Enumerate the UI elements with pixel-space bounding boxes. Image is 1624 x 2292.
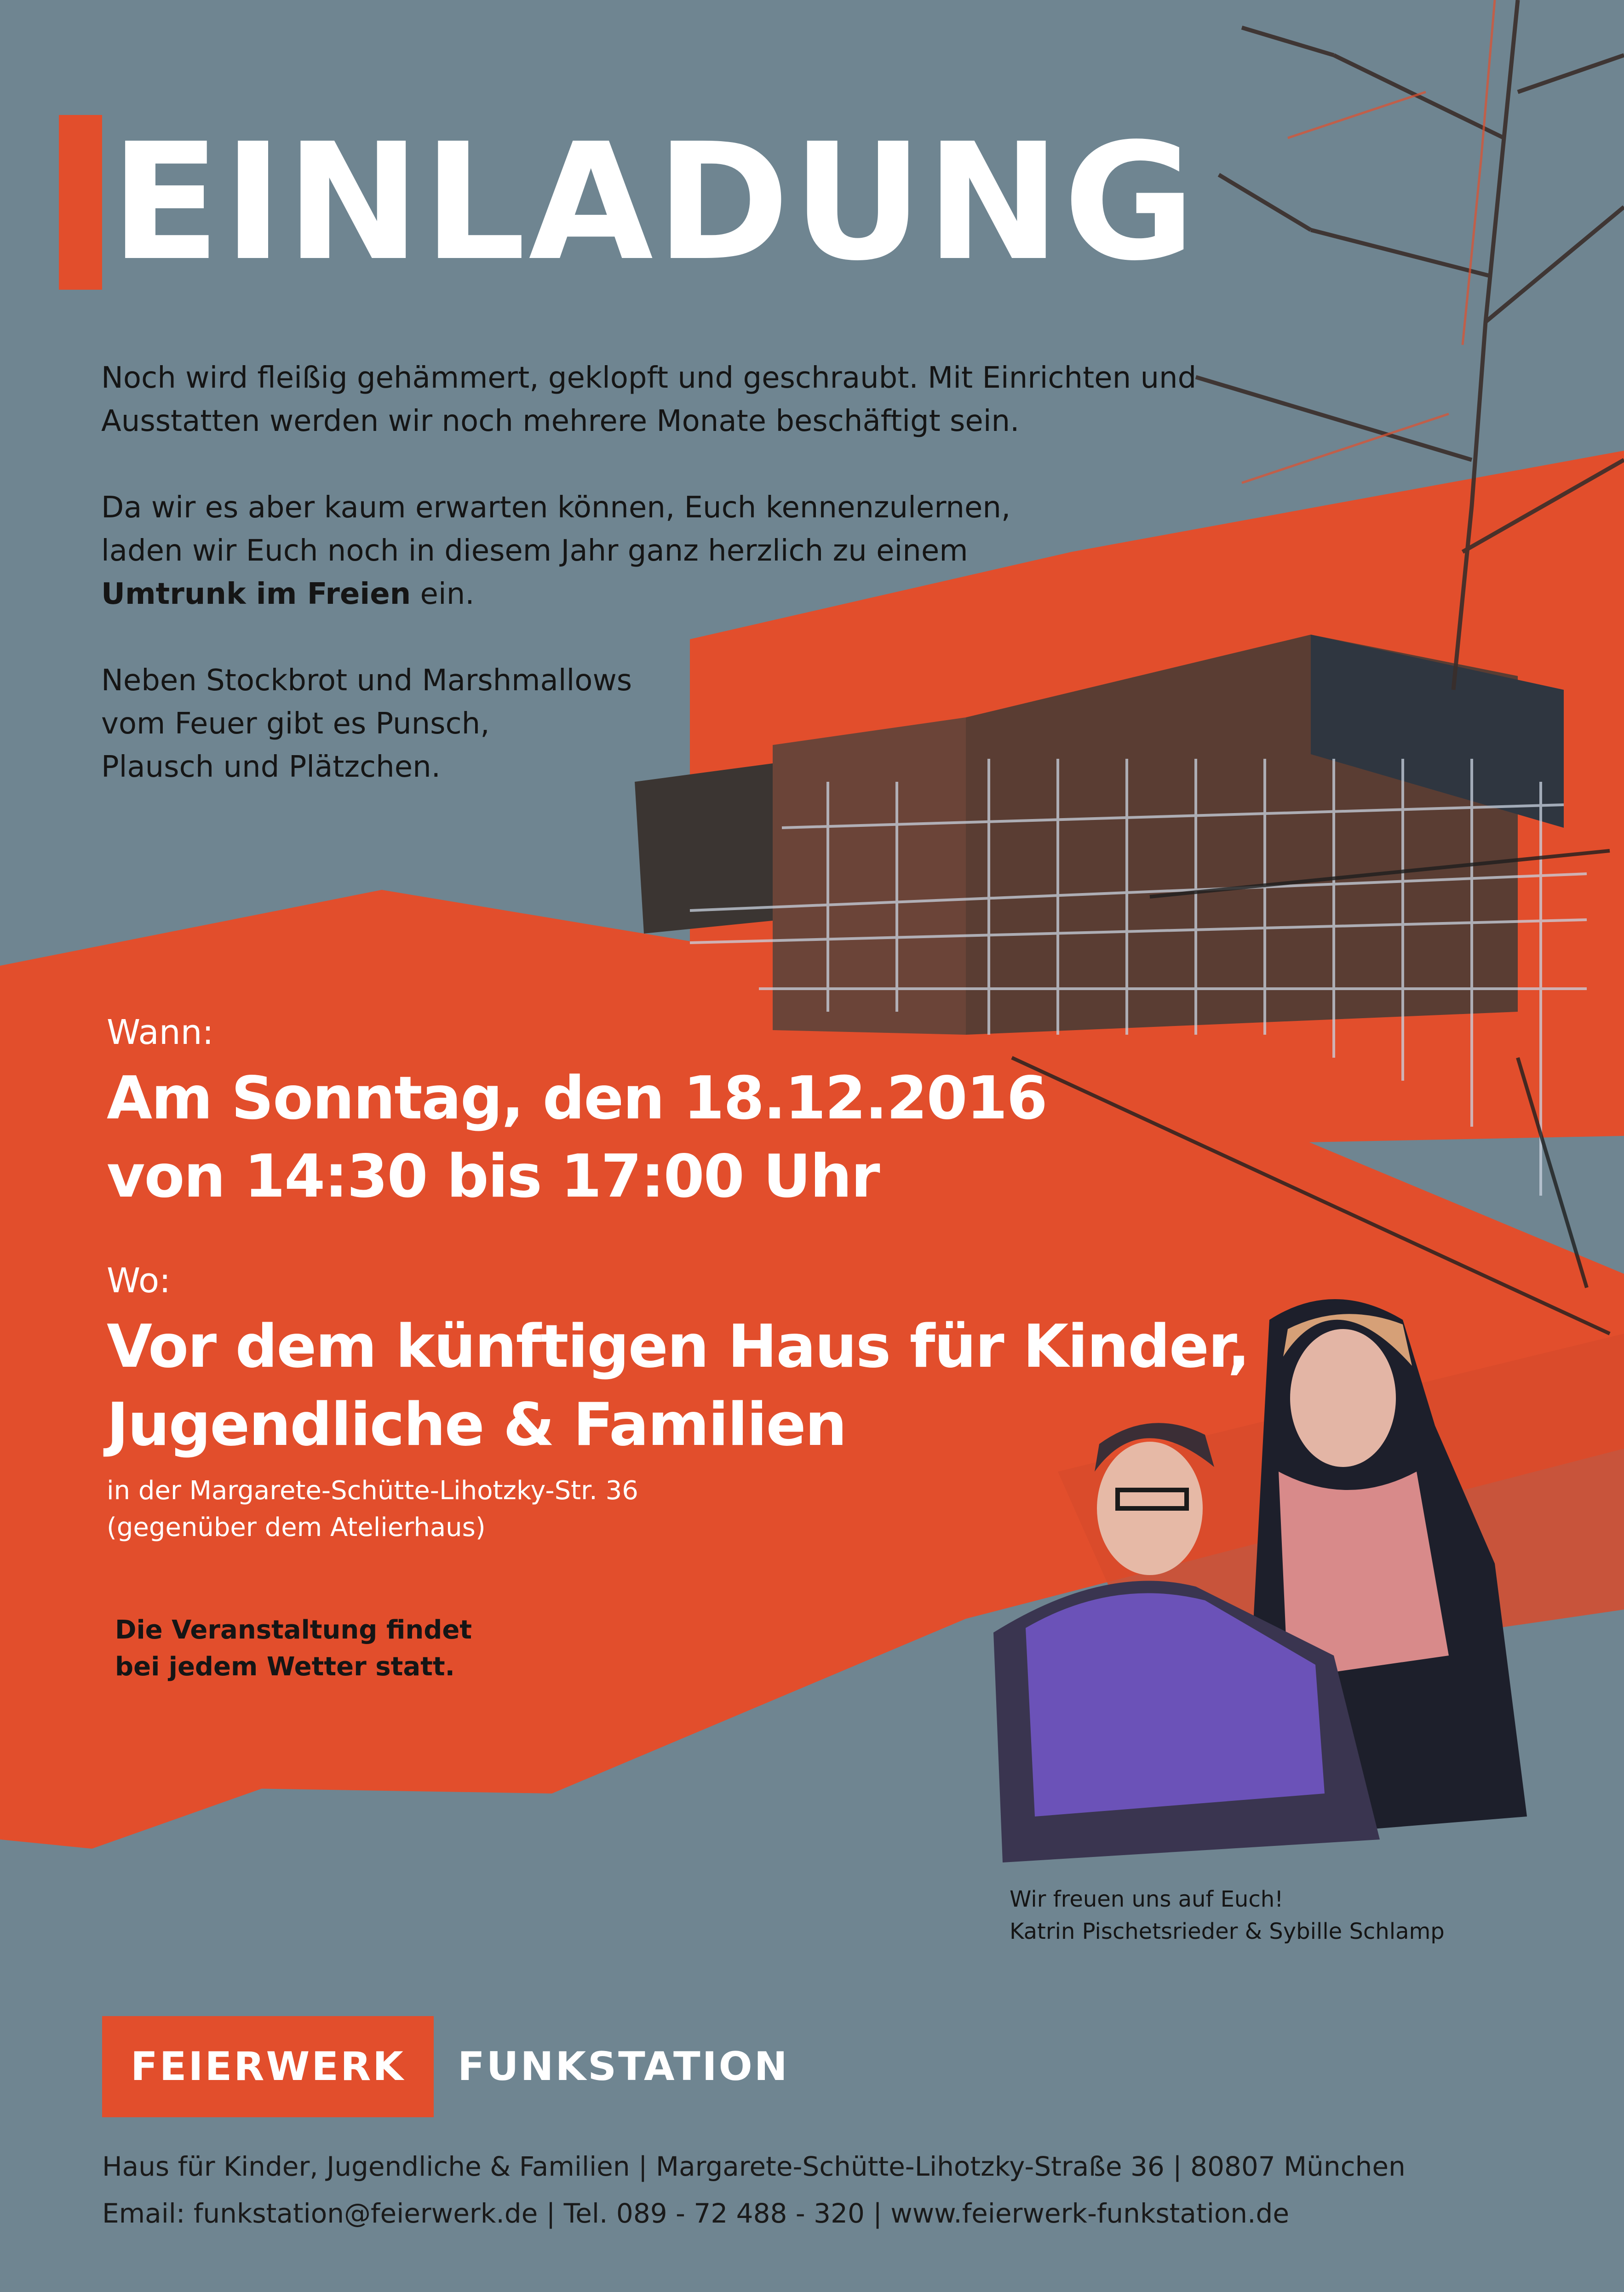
where-address-note: (gegenüber dem Atelierhaus) [107, 1513, 486, 1542]
intro-paragraph-3 [101, 659, 1205, 789]
footer-address: Haus für Kinder, Jugendliche & Familien | Margarete-Schütte-Lihotzky-Straße 36 | 80807 München [102, 2151, 1406, 2182]
where-line-1: Vor dem künftigen Haus für Kinder, [107, 1312, 1249, 1381]
intro-paragraph-2 [101, 486, 1205, 616]
title-block [59, 109, 1199, 296]
page-title: EINLADUNG [110, 109, 1199, 296]
thanks-line-2: Katrin Pischetsrieder & Sybille Schlamp [1010, 1919, 1445, 1944]
intro-line-6: Neben Stockbrot und Marshmallows [101, 664, 632, 698]
when-label: Wann: [107, 1013, 214, 1052]
intro-line-3: Da wir es aber kaum erwarten können, Euch kennenzulernen, [101, 491, 1011, 525]
intro-line-7: vom Feuer gibt es Punsch, [101, 707, 490, 741]
where-block [107, 1260, 1249, 1546]
logo-feierwerk: FEIERWERK [102, 2016, 434, 2117]
logo [102, 2016, 789, 2117]
weather-line-1: Die Veranstaltung findet [115, 1615, 472, 1645]
intro-text [101, 356, 1205, 789]
intro-paragraph-1 [101, 356, 1205, 443]
when-date: Am Sonntag, den 18.12.2016 [107, 1064, 1047, 1133]
footer [102, 2143, 1406, 2237]
thanks-line-1: Wir freuen uns auf Euch! [1010, 1886, 1284, 1912]
intro-line-2: Ausstatten werden wir noch mehrere Monate beschäftigt sein. [101, 404, 1020, 438]
intro-line-8: Plausch und Plätzchen. [101, 750, 441, 784]
footer-contact: Email: funkstation@feierwerk.de | Tel. 089 - 72 488 - 320 | www.feierwerk-funkstation.de [102, 2198, 1289, 2229]
weather-note [115, 1612, 472, 1685]
intro-highlight: Umtrunk im Freien [101, 577, 411, 611]
intro-line-1: Noch wird fleißig gehämmert, geklopft und geschraubt. Mit Einrichten und [101, 361, 1197, 395]
where-label: Wo: [107, 1261, 171, 1301]
intro-line-5: ein. [411, 577, 475, 611]
title-accent-bar [59, 115, 102, 290]
where-address: in der Margarete-Schütte-Lihotzky-Str. 36 [107, 1476, 638, 1506]
weather-line-2: bei jedem Wetter statt. [115, 1652, 455, 1682]
when-block [107, 1012, 1047, 1216]
thanks-note [1010, 1883, 1445, 1948]
intro-line-4: laden wir Euch noch in diesem Jahr ganz herzlich zu einem [101, 534, 968, 568]
logo-funkstation: FUNKSTATION [457, 2044, 789, 2090]
where-line-2: Jugendliche & Familien [107, 1391, 846, 1459]
when-time: von 14:30 bis 17:00 Uhr [107, 1142, 879, 1211]
